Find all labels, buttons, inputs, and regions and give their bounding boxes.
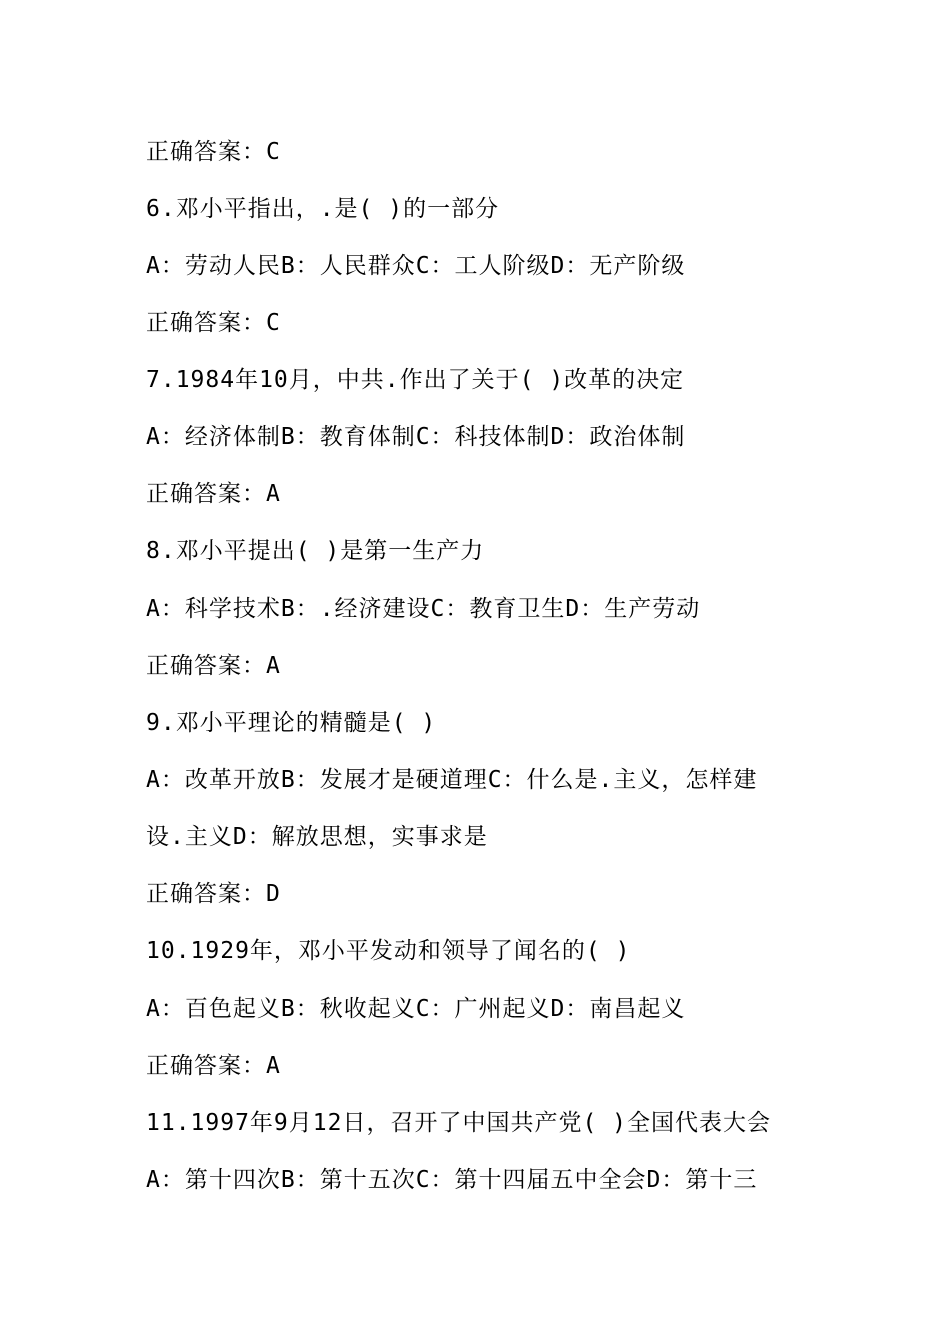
question-9: 9.邓小平理论的精髓是( ) [146,710,437,736]
question-10: 10.1929年，邓小平发动和领导了闻名的( ) [146,938,631,964]
options-q9-line2: 设.主义D：解放思想，实事求是 [146,824,488,850]
answer-line-q9: 正确答案：D [146,881,281,907]
answer-line-q6: 正确答案：C [146,310,281,336]
options-q8: A：科学技术B：.经济建设C：教育卫生D：生产劳动 [146,596,701,622]
answer-line-q5: 正确答案：C [146,139,281,165]
options-q9-line1: A：改革开放B：发展才是硬道理C：什么是.主义，怎样建 [146,767,758,793]
question-7: 7.1984年10月，中共.作出了关于( )改革的决定 [146,367,685,393]
answer-line-q7: 正确答案：A [146,481,281,507]
options-q10: A：百色起义B：秋收起义C：广州起义D：南昌起义 [146,996,686,1022]
question-11: 11.1997年9月12日，召开了中国共产党( )全国代表大会 [146,1110,772,1136]
options-q6: A：劳动人民B：人民群众C：工人阶级D：无产阶级 [146,253,686,279]
question-8: 8.邓小平提出( )是第一生产力 [146,538,485,564]
answer-line-q8: 正确答案：A [146,653,281,679]
question-6: 6.邓小平指出，.是( )的一部分 [146,196,500,222]
options-q11: A：第十四次B：第十五次C：第十四届五中全会D：第十三 [146,1167,758,1193]
answer-line-q10: 正确答案：A [146,1053,281,1079]
options-q7: A：经济体制B：教育体制C：科技体制D：政治体制 [146,424,686,450]
